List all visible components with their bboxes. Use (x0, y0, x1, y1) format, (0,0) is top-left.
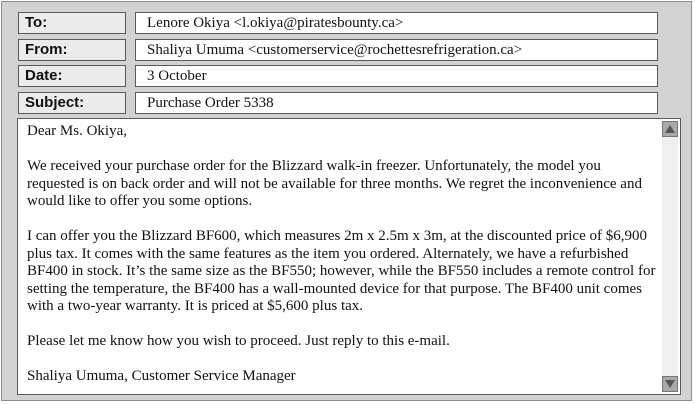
from-label: From: (18, 39, 126, 61)
message-text (27, 123, 659, 403)
signature: Shaliya Umuma, Customer Service Manager (27, 368, 296, 384)
scroll-up-button[interactable] (662, 121, 678, 137)
date-row (18, 65, 658, 87)
to-label: To: (18, 12, 126, 34)
to-row (18, 12, 658, 34)
date-field[interactable]: 3 October (135, 65, 658, 87)
scroll-down-arrow-icon (665, 380, 675, 388)
vertical-scrollbar[interactable] (662, 121, 678, 392)
message-paragraph-2: I can offer you the Blizzard BF600, which measures 2m x 2.5m x 3m, at the discounted price of $6,900 plus tax. It comes with the same features as the item you ordered. Alternately, we have a refurbished BF400 in stock. It’s the same size as the BF550; however, while the BF550 includes a remote control for setting the temperature, the BF400 has a wall-mounted device for that purpose. The BF400 unit comes with a two-year warranty. It is priced at $5,600 plus tax. (27, 228, 656, 314)
greeting: Dear Ms. Okiya, (27, 123, 127, 139)
message-paragraph-3: Please let me know how you wish to proceed. Just reply to this e-mail. (27, 333, 450, 349)
message-paragraph-1: We received your purchase order for the Blizzard walk-in freezer. Unfortunately, the model you requested is on back order and will not be available for three months. We regret the inconvenience and would like to offer you some options. (27, 158, 642, 209)
date-label: Date: (18, 65, 126, 87)
from-row (18, 39, 658, 61)
subject-row (18, 92, 658, 114)
scroll-up-arrow-icon (665, 125, 675, 133)
from-field[interactable]: Shaliya Umuma <customerservice@rochettesrefrigeration.ca> (135, 39, 658, 61)
subject-field[interactable]: Purchase Order 5338 (135, 92, 658, 114)
scroll-down-button[interactable] (662, 376, 678, 392)
to-field[interactable]: Lenore Okiya <l.okiya@piratesbounty.ca> (135, 12, 658, 34)
subject-label: Subject: (18, 92, 126, 114)
message-body[interactable] (17, 118, 681, 395)
